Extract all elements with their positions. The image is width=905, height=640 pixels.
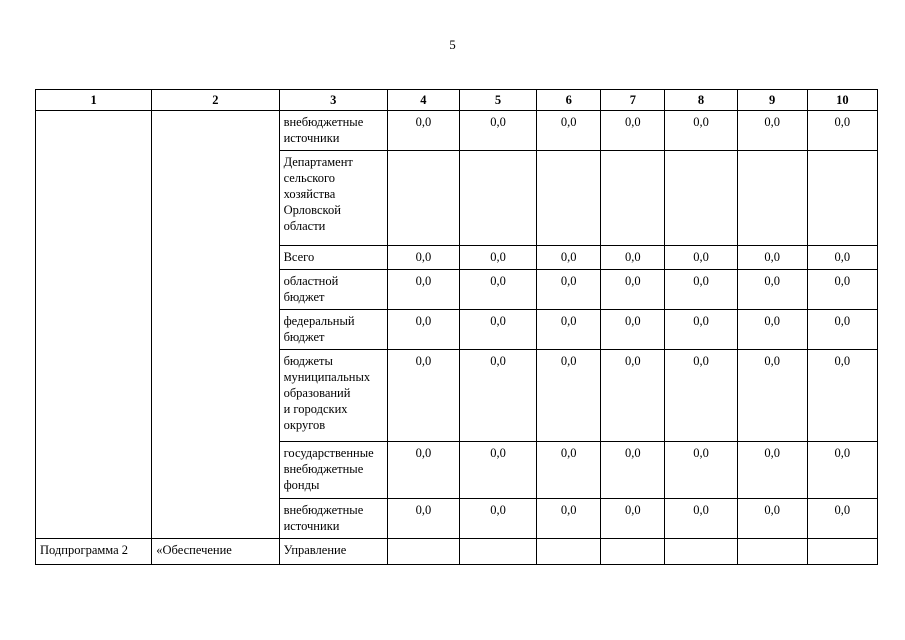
value-cell [665, 151, 737, 246]
table-cell [459, 539, 536, 565]
value-cell: 0,0 [601, 111, 665, 151]
value-cell [387, 151, 459, 246]
funding-source-label [279, 151, 387, 246]
table-cell [737, 539, 807, 565]
table-cell [665, 539, 737, 565]
value-cell: 0,0 [665, 499, 737, 539]
table-cell [807, 539, 877, 565]
header-cell: 10 [807, 90, 877, 111]
subprogram-title-cell: «Обеспечение [152, 539, 279, 565]
value-cell: 0,0 [601, 499, 665, 539]
last-row [36, 539, 878, 565]
label-line: фонды [283, 478, 320, 492]
value-cell: 0,0 [601, 310, 665, 350]
value-cell: 0,0 [665, 310, 737, 350]
label-line: внебюджетные [283, 503, 364, 517]
merged-cell-col2 [152, 111, 279, 539]
label-line: образований [283, 386, 351, 400]
value-cell: 0,0 [601, 442, 665, 499]
header-cell: 8 [665, 90, 737, 111]
value-cell: 0,0 [459, 270, 536, 310]
value-cell: 0,0 [737, 270, 807, 310]
value-cell: 0,0 [387, 442, 459, 499]
value-cell: 0,0 [459, 499, 536, 539]
value-cell: 0,0 [537, 246, 601, 270]
label-line: источники [283, 519, 340, 533]
value-cell [601, 151, 665, 246]
funding-source-label [279, 442, 387, 499]
value-cell: 0,0 [807, 310, 877, 350]
label-line: бюджеты [283, 354, 333, 368]
value-cell: 0,0 [537, 310, 601, 350]
value-cell: 0,0 [665, 270, 737, 310]
value-cell: 0,0 [537, 270, 601, 310]
value-cell: 0,0 [537, 111, 601, 151]
header-cell: 6 [537, 90, 601, 111]
value-cell: 0,0 [601, 350, 665, 442]
label-line: сельского [283, 171, 336, 185]
value-cell: 0,0 [807, 246, 877, 270]
value-cell: 0,0 [537, 442, 601, 499]
label-line: округов [283, 418, 326, 432]
value-cell: 0,0 [737, 246, 807, 270]
funding-source-label [279, 246, 387, 270]
value-cell: 0,0 [807, 442, 877, 499]
header-cell: 7 [601, 90, 665, 111]
header-cell: 3 [279, 90, 387, 111]
header-cell: 5 [459, 90, 536, 111]
label-line: государственные [283, 446, 374, 460]
value-cell: 0,0 [737, 111, 807, 151]
value-cell: 0,0 [737, 499, 807, 539]
value-cell: 0,0 [807, 350, 877, 442]
merged-cell-col1 [36, 111, 152, 539]
funding-source-label [279, 310, 387, 350]
label-line: области [283, 219, 326, 233]
header-cell: 1 [36, 90, 152, 111]
value-cell: 0,0 [459, 442, 536, 499]
value-cell: 0,0 [737, 310, 807, 350]
label-line: муниципальных [283, 370, 371, 384]
table-cell [387, 539, 459, 565]
value-cell: 0,0 [807, 499, 877, 539]
value-cell: 0,0 [537, 499, 601, 539]
value-cell [737, 151, 807, 246]
value-cell: 0,0 [807, 270, 877, 310]
label-line: Всего [283, 250, 315, 264]
value-cell: 0,0 [387, 310, 459, 350]
label-line: бюджет [283, 290, 325, 304]
funding-source-label [279, 350, 387, 442]
value-cell: 0,0 [387, 111, 459, 151]
header-cell: 4 [387, 90, 459, 111]
label-line: внебюджетные [283, 115, 364, 129]
header-cell: 2 [152, 90, 279, 111]
value-cell [459, 151, 536, 246]
funding-source-label [279, 270, 387, 310]
value-cell: 0,0 [387, 246, 459, 270]
table-row [36, 111, 878, 151]
label-line: внебюджетные [283, 462, 364, 476]
budget-table [35, 89, 878, 565]
value-cell: 0,0 [459, 310, 536, 350]
label-line: хозяйства [283, 187, 336, 201]
value-cell: 0,0 [665, 350, 737, 442]
label-line: Департамент [283, 155, 353, 169]
value-cell: 0,0 [737, 442, 807, 499]
value-cell: 0,0 [665, 442, 737, 499]
label-line: бюджет [283, 330, 325, 344]
value-cell [807, 151, 877, 246]
value-cell: 0,0 [387, 499, 459, 539]
label-line: и городских [283, 402, 348, 416]
label-line: федеральный [283, 314, 355, 328]
label-line: Орловской [283, 203, 341, 217]
page-number: 5 [449, 37, 456, 52]
value-cell: 0,0 [665, 111, 737, 151]
value-cell: 0,0 [459, 350, 536, 442]
value-cell: 0,0 [459, 111, 536, 151]
label-line: областной [283, 274, 339, 288]
value-cell: 0,0 [387, 270, 459, 310]
value-cell: 0,0 [537, 350, 601, 442]
value-cell [537, 151, 601, 246]
funding-source-label [279, 111, 387, 151]
label-line: источники [283, 131, 340, 145]
value-cell: 0,0 [601, 270, 665, 310]
value-cell: 0,0 [665, 246, 737, 270]
header-cell: 9 [737, 90, 807, 111]
value-cell: 0,0 [737, 350, 807, 442]
table-cell [601, 539, 665, 565]
table-cell [537, 539, 601, 565]
value-cell: 0,0 [459, 246, 536, 270]
header-row [36, 90, 878, 111]
value-cell: 0,0 [807, 111, 877, 151]
value-cell: 0,0 [601, 246, 665, 270]
value-cell: 0,0 [387, 350, 459, 442]
funding-source-label [279, 499, 387, 539]
subprogram-cell: Подпрограмма 2 [36, 539, 152, 565]
executor-cell: Управление [279, 539, 387, 565]
